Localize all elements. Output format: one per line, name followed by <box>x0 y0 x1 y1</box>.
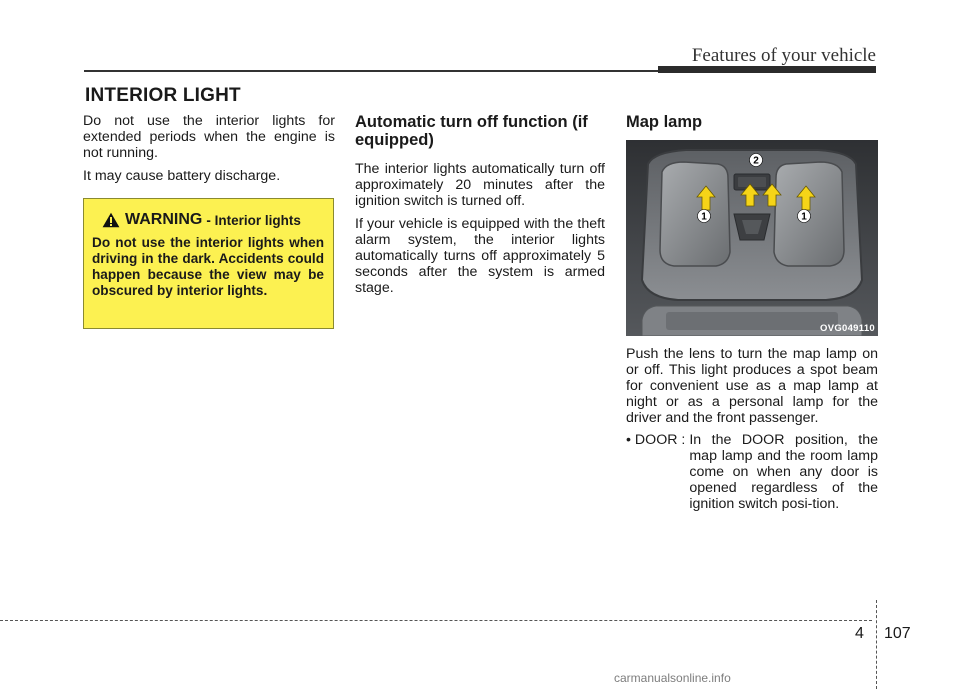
map-lamp-photo <box>626 140 878 336</box>
page-number: 107 <box>884 625 911 642</box>
footer-rule <box>0 620 872 621</box>
auto-off-paragraph-1: The interior lights automatically turn off approximately 20 minutes after the ignition switch is turned off. <box>355 161 605 209</box>
map-lamp-paragraph: Push the lens to turn the map lamp on or off. This light produces a spot beam for convenient use as a map lamp at night or as a personal lamp for the driver and the front passenger. <box>626 346 878 426</box>
warning-subtitle: - Interior lights <box>206 212 301 228</box>
footer-divider <box>876 600 877 689</box>
intro-column <box>83 113 335 191</box>
door-bullet-text: In the DOOR position, the map lamp and the room lamp come on when any door is opened regardless of the ignition switch posi-tion. <box>689 432 878 512</box>
auto-off-title: Automatic turn off function (if equipped) <box>355 113 588 149</box>
intro-paragraph-1: Do not use the interior lights for extended periods when the engine is not running. <box>83 113 335 161</box>
watermark-link[interactable]: carmanualsonline.info <box>614 671 731 685</box>
warning-box <box>83 198 334 329</box>
chapter-number: 4 <box>855 625 864 642</box>
page-header-title: Features of your vehicle <box>691 45 876 66</box>
figure-code: OVG049110 <box>820 323 875 334</box>
door-bullet <box>626 432 878 512</box>
callout-1-right: 1 <box>801 211 807 223</box>
header-rule <box>84 70 658 72</box>
callout-2: 2 <box>753 155 759 167</box>
callout-1-left: 1 <box>701 211 707 223</box>
auto-off-paragraph-2: If your vehicle is equipped with the theft alarm system, the interior lights automatically turns off approximately 5 seconds after the system is armed stage. <box>355 216 605 296</box>
map-lamp-column <box>626 113 878 131</box>
map-lamp-text <box>626 346 878 512</box>
section-title: INTERIOR LIGHT <box>85 85 241 106</box>
intro-paragraph-2: It may cause battery discharge. <box>83 168 281 184</box>
warning-label: WARNING <box>125 211 203 228</box>
auto-off-column <box>355 113 605 303</box>
warning-body: Do not use the interior lights when driving in the dark. Accidents could happen because the view may be obscured by interior lights. <box>92 235 324 298</box>
header-bar <box>658 66 876 73</box>
warning-header <box>102 211 324 229</box>
door-bullet-key: • DOOR : <box>626 432 686 448</box>
warning-triangle-icon <box>102 212 120 228</box>
map-lamp-title: Map lamp <box>626 113 703 131</box>
map-lamp-illustration <box>626 140 878 336</box>
